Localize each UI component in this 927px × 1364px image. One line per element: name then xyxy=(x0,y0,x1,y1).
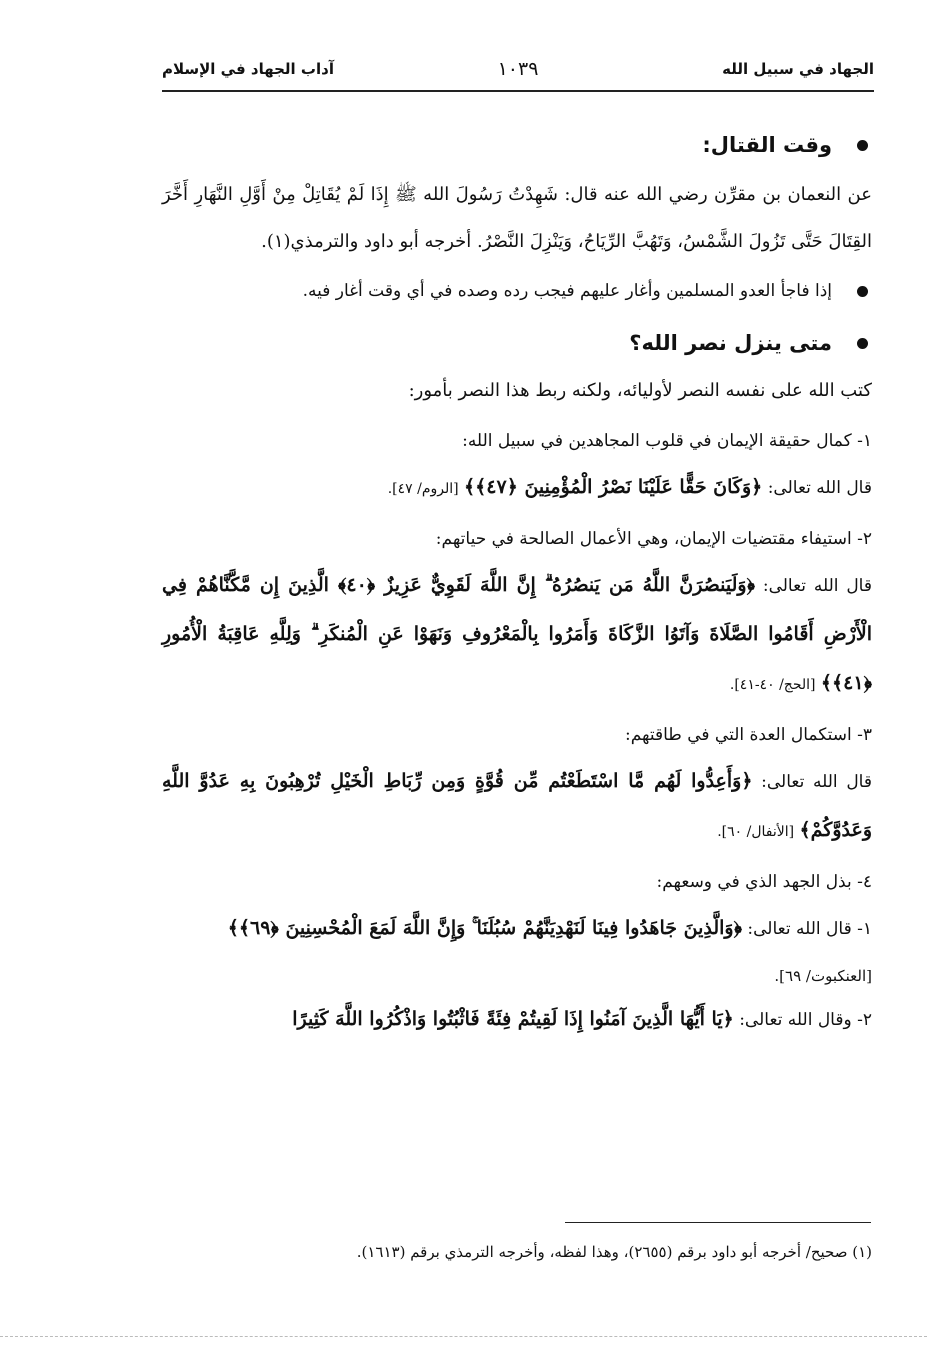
item-1-title: ١- كمال حقيقة الإيمان في قلوب المجاهدين في سبيل الله: xyxy=(462,431,872,451)
verse-reference: [الأنفال/ ٦٠]. xyxy=(717,824,795,840)
footnote: (١) صحيح/ أخرجه أبو داود برقم (٢٦٥٥)، وهذا لفظه، وأخرجه الترمذي برقم (١٦١٣). xyxy=(356,1243,872,1261)
bullet-icon xyxy=(857,338,868,349)
item-2-quote: قال الله تعالى: ﴿وَلَيَنصُرَنَّ اللَّهُ مَن يَنصُرُهُ ۗ إِنَّ اللَّهَ لَقَوِيٌّ عَزِيزٌ ﴿٤٠﴾ الَّذِينَ إِن مَّكَّنَّاهُمْ فِي الْأَرْضِ أَقَامُوا الصَّلَاةَ وَآتَوُا الزَّكَاةَ وَأَمَرُوا بِالْمَعْرُوفِ وَنَهَوْا عَنِ الْمُنكَرِ ۗ وَلِلَّهِ عَاقِبَةُ الْأُمُورِ ﴿٤١﴾﴾ [الحج/ ٤٠-٤١]. xyxy=(162,574,872,694)
book-title: الجهاد في سبيل الله xyxy=(722,60,874,78)
bullet-enemy-attack: إذا فاجأ العدو المسلمين وأغار عليهم فيجب رده وصده في أي وقت أغار فيه. xyxy=(162,271,872,311)
bullet-icon xyxy=(857,140,868,151)
quran-verse: ﴿وَكَانَ حَقًّا عَلَيْنَا نَصْرُ الْمُؤْمِنِينَ ﴿٤٧﴾﴾ xyxy=(464,476,763,498)
quran-verse: ﴿وَأَعِدُّوا لَهُم مَّا اسْتَطَعْتُم مِّن قُوَّةٍ وَمِن رِّبَاطِ الْخَيْلِ تُرْهِبُونَ بِهِ عَدُوَّ اللَّهِ وَعَدُوَّكُمْ﴾ xyxy=(162,770,872,841)
section-heading-victory: متى ينزل نصر الله؟ xyxy=(162,323,872,363)
verse-reference: [العنكبوت/ ٦٩]. xyxy=(774,967,872,985)
quran-verse: ﴿يَا أَيُّهَا الَّذِينَ آمَنُوا إِذَا لَقِيتُمْ فِئَةً فَاثْبُتُوا وَاذْكُرُوا اللَّهَ كَثِيرًا xyxy=(292,1008,734,1030)
item-2-title: ٢- استيفاء مقتضيات الإيمان، وهي الأعمال الصالحة في حياتهم: xyxy=(435,529,872,549)
section-heading-fighting-time: وقت القتال: xyxy=(162,125,872,165)
verse-reference: [الروم/ ٤٧]. xyxy=(387,481,459,497)
page-body xyxy=(162,125,872,1048)
item-4-title: ٤- بذل الجهد الذي في وسعهم: xyxy=(656,872,872,892)
item-4-sub2-quote: ٢- وقال الله تعالى: ﴿يَا أَيُّهَا الَّذِينَ آمَنُوا إِذَا لَقِيتُمْ فِئَةً فَاثْبُتُوا وَاذْكُرُوا اللَّهَ كَثِيرًا xyxy=(292,1008,872,1030)
item-4-sub1-quote: ١- قال الله تعالى: ﴿وَالَّذِينَ جَاهَدُوا فِينَا لَنَهْدِيَنَّهُمْ سُبُلَنَا ۚ وَإِنَّ اللَّهَ لَمَعَ الْمُحْسِنِينَ ﴿٦٩﴾﴾ xyxy=(227,917,872,939)
header-divider xyxy=(162,90,874,92)
chapter-title: آداب الجهاد في الإسلام xyxy=(162,60,334,78)
scan-edge xyxy=(0,1336,927,1337)
victory-intro: كتب الله على نفسه النصر لأوليائه، ولكنه ربط هذا النصر بأمور: xyxy=(408,380,872,401)
item-3-title: ٣- استكمال العدة التي في طاقتهم: xyxy=(624,725,872,745)
item-1-quote: قال الله تعالى: ﴿وَكَانَ حَقًّا عَلَيْنَا نَصْرُ الْمُؤْمِنِينَ ﴿٤٧﴾﴾ [الروم/ ٤٧]. xyxy=(387,476,872,498)
bullet-icon xyxy=(857,286,868,297)
verse-reference: [الحج/ ٤٠-٤١]. xyxy=(729,677,816,693)
quran-verse: ﴿وَالَّذِينَ جَاهَدُوا فِينَا لَنَهْدِيَنَّهُمْ سُبُلَنَا ۚ وَإِنَّ اللَّهَ لَمَعَ الْمُحْسِنِينَ ﴿٦٩﴾﴾ xyxy=(227,917,742,939)
page-header xyxy=(162,58,874,88)
hadith-paragraph: عن النعمان بن مقرِّن رضي الله عنه قال: شَهِدْتُ رَسُولَ الله ﷺ إِذَا لَمْ يُقَاتِلْ مِنْ أَوَّلِ النَّهَارِ أَخَّرَ القِتَالَ حَتَّى تَزُولَ الشَّمْسُ، وَتَهُبَّ الرِّيَاحُ، وَيَنْزِلَ النَّصْرُ. أخرجه أبو داود والترمذي(١). xyxy=(162,184,872,252)
footnote-divider xyxy=(565,1222,871,1223)
quran-verse: ﴿وَلَيَنصُرَنَّ اللَّهُ مَن يَنصُرُهُ ۗ إِنَّ اللَّهَ لَقَوِيٌّ عَزِيزٌ ﴿٤٠﴾ الَّذِينَ إِن مَّكَّنَّاهُمْ فِي الْأَرْضِ أَقَامُوا الصَّلَاةَ وَآتَوُا الزَّكَاةَ وَأَمَرُوا بِالْمَعْرُوفِ وَنَهَوْا عَنِ الْمُنكَرِ ۗ وَلِلَّهِ عَاقِبَةُ الْأُمُورِ ﴿٤١﴾﴾ xyxy=(162,574,872,694)
page-number: ١٠٣٩ xyxy=(497,58,539,80)
item-3-quote: قال الله تعالى: ﴿وَأَعِدُّوا لَهُم مَّا اسْتَطَعْتُم مِّن قُوَّةٍ وَمِن رِّبَاطِ الْخَيْلِ تُرْهِبُونَ بِهِ عَدُوَّ اللَّهِ وَعَدُوَّكُمْ﴾ [الأنفال/ ٦٠]. xyxy=(162,770,872,841)
